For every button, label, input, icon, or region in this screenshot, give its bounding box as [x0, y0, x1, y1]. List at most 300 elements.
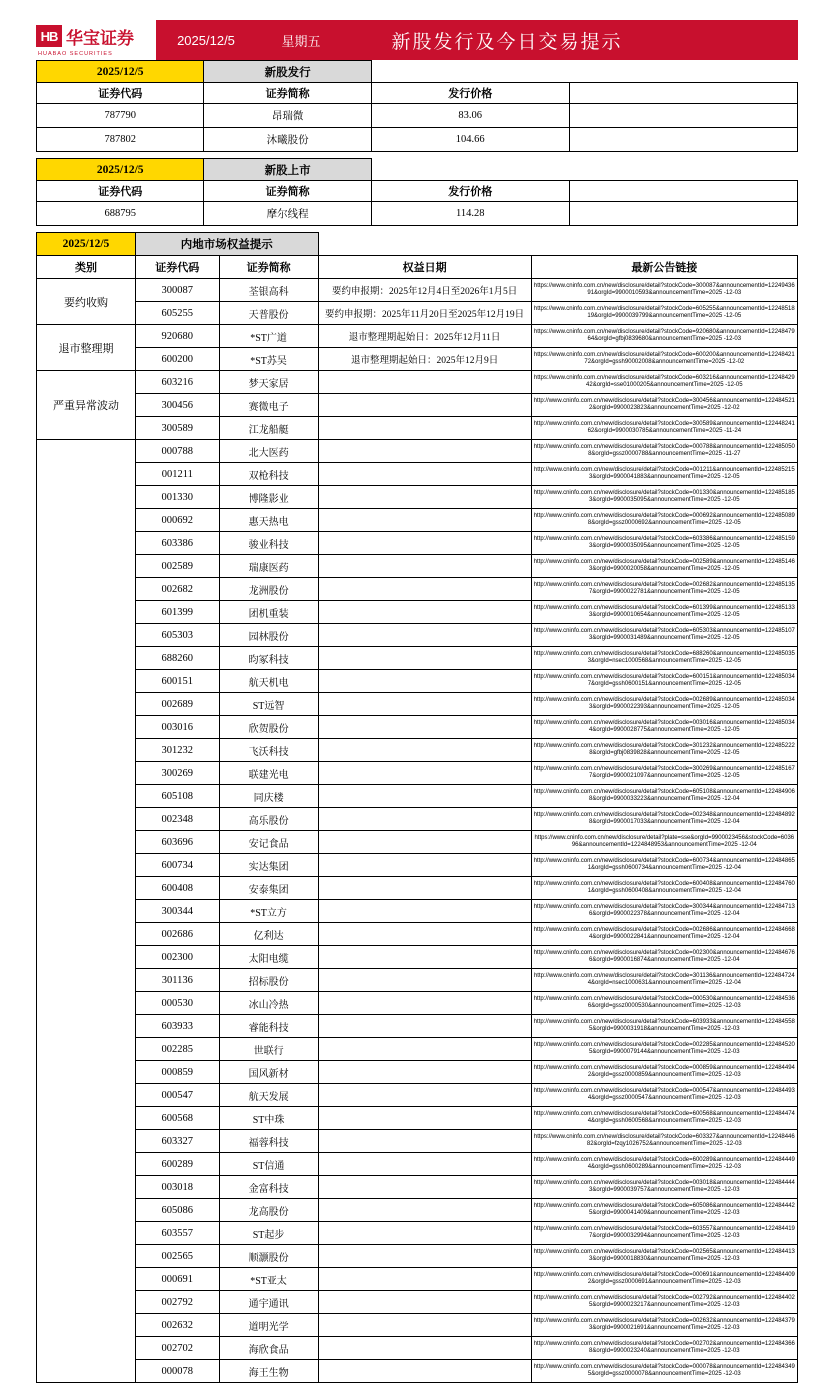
security-name-cell: 太阳电缆	[219, 946, 318, 969]
section-column-header: 发行价格	[371, 181, 569, 202]
equity-date-cell	[318, 624, 531, 647]
equity-date-cell	[318, 808, 531, 831]
security-name-cell: *ST苏吴	[219, 348, 318, 371]
section-band-spacer	[569, 159, 797, 181]
table-cell	[569, 202, 797, 226]
security-code-cell: 600408	[135, 877, 219, 900]
table-row	[37, 440, 798, 463]
equity-date-cell	[318, 463, 531, 486]
equity-table	[36, 232, 798, 1383]
announcement-link-cell[interactable]: http://www.cninfo.com.cn/new/disclosure/detail?stockCode=002589&announcementId=1224851463&orgId=9900020058&announcementTime=2025 -12-05	[531, 555, 797, 578]
table-row	[37, 647, 798, 670]
announcement-link-cell[interactable]: http://www.cninfo.com.cn/new/disclosure/detail?stockCode=301232&announcementId=1224852228&orgId=gfbj0839828&announcementTime=2025 -12-05	[531, 739, 797, 762]
section-column-header: 证券简称	[204, 83, 371, 104]
announcement-link-cell[interactable]: http://www.cninfo.com.cn/new/disclosure/detail?stockCode=001211&announcementId=1224852153&orgId=9900041883&announcementTime=2025 -12-05	[531, 463, 797, 486]
security-name-cell: 双枪科技	[219, 463, 318, 486]
table-row	[37, 1291, 798, 1314]
security-name-cell: 道明光学	[219, 1314, 318, 1337]
section-band-spacer	[371, 159, 569, 181]
security-code-cell: 000692	[135, 509, 219, 532]
announcement-link-cell[interactable]: http://www.cninfo.com.cn/new/disclosure/detail?stockCode=000692&announcementId=1224850898&orgId=gssz0000692&announcementTime=2025 -12-05	[531, 509, 797, 532]
announcement-link-cell[interactable]: http://www.cninfo.com.cn/new/disclosure/detail?stockCode=002702&announcementId=1224843668&orgId=9900023240&announcementTime=2025 -12-03	[531, 1337, 797, 1360]
equity-date-cell	[318, 1038, 531, 1061]
section-header-row	[37, 181, 798, 202]
security-name-cell: 安泰集团	[219, 877, 318, 900]
security-code-cell: 605303	[135, 624, 219, 647]
header-bar	[156, 20, 798, 60]
table-row	[37, 1015, 798, 1038]
security-name-cell: 招标股份	[219, 969, 318, 992]
equity-date-cell	[318, 555, 531, 578]
announcement-link-cell[interactable]: http://www.cninfo.com.cn/new/disclosure/detail?stockCode=002285&announcementId=1224845205&orgId=9900079144&announcementTime=2025 -12-03	[531, 1038, 797, 1061]
announcement-link-cell[interactable]: https://www.cninfo.com.cn/new/disclosure/detail?plate=sse&orgId=9900023456&stockCode=603696&announcementId=1224848953&announcementTime=2025 -12-04	[531, 831, 797, 854]
security-name-cell: 天普股份	[219, 302, 318, 325]
security-code-cell: 300344	[135, 900, 219, 923]
announcement-link-cell[interactable]: http://www.cninfo.com.cn/new/disclosure/detail?stockCode=605303&announcementId=1224851073&orgId=9900031489&announcementTime=2025 -12-05	[531, 624, 797, 647]
page-header	[36, 20, 798, 60]
security-code-cell: 603696	[135, 831, 219, 854]
security-code-cell: 002632	[135, 1314, 219, 1337]
announcement-link-cell[interactable]: http://www.cninfo.com.cn/new/disclosure/detail?stockCode=601399&announcementId=1224851333&orgId=9900010654&announcementTime=2025 -12-05	[531, 601, 797, 624]
section-band-spacer	[569, 61, 797, 83]
category-cell	[37, 440, 136, 1383]
security-name-cell: 航天机电	[219, 670, 318, 693]
table-row	[37, 693, 798, 716]
announcement-link-cell[interactable]: http://www.cninfo.com.cn/new/disclosure/detail?stockCode=002565&announcementId=1224844133&orgId=9900018830&announcementTime=2025 -12-03	[531, 1245, 797, 1268]
table-row	[37, 877, 798, 900]
security-name-cell: ST起步	[219, 1222, 318, 1245]
security-name-cell: 实达集团	[219, 854, 318, 877]
security-name-cell: 赛微电子	[219, 394, 318, 417]
table-row	[37, 854, 798, 877]
equity-date-cell	[318, 693, 531, 716]
main-header-row	[37, 256, 798, 279]
equity-date-cell	[318, 762, 531, 785]
security-name-cell: 骏业科技	[219, 532, 318, 555]
equity-date-cell	[318, 877, 531, 900]
announcement-link-cell[interactable]: https://www.cninfo.com.cn/new/disclosure/detail?stockCode=603216&announcementId=1224842942&orgId=sse01000205&announcementTime=2025 -12-05	[531, 371, 797, 394]
table-row	[37, 762, 798, 785]
section-column-header	[569, 181, 797, 202]
security-name-cell: 顺灏股份	[219, 1245, 318, 1268]
table-row	[37, 509, 798, 532]
section-label: 新股发行	[204, 61, 371, 83]
security-code-cell: 300456	[135, 394, 219, 417]
table-row	[37, 624, 798, 647]
equity-date-cell	[318, 831, 531, 854]
announcement-link-cell[interactable]: http://www.cninfo.com.cn/new/disclosure/detail?stockCode=003016&announcementId=1224850344&orgId=9900028775&announcementTime=2025 -12-05	[531, 716, 797, 739]
security-name-cell: 龙高股份	[219, 1199, 318, 1222]
table-cell: 114.28	[371, 202, 569, 226]
table-row	[37, 739, 798, 762]
equity-date-cell	[318, 670, 531, 693]
table-row	[37, 348, 798, 371]
category-cell: 退市整理期	[37, 325, 136, 371]
announcement-link-cell[interactable]: http://www.cninfo.com.cn/new/disclosure/detail?stockCode=002300&announcementId=1224846766&orgId=9900016874&announcementTime=2025 -12-04	[531, 946, 797, 969]
security-name-cell: 联建光电	[219, 762, 318, 785]
table-row	[37, 486, 798, 509]
security-name-cell: *ST立方	[219, 900, 318, 923]
security-name-cell: 惠天热电	[219, 509, 318, 532]
table-row	[37, 900, 798, 923]
equity-date-cell	[318, 509, 531, 532]
announcement-link-cell[interactable]: http://www.cninfo.com.cn/new/disclosure/detail?stockCode=001330&announcementId=1224851853&orgId=9900035095&announcementTime=2025 -12-05	[531, 486, 797, 509]
announcement-link-cell[interactable]: http://www.cninfo.com.cn/new/disclosure/detail?stockCode=002632&announcementId=1224843793&orgId=9900021691&announcementTime=2025 -12-03	[531, 1314, 797, 1337]
security-code-cell: 002285	[135, 1038, 219, 1061]
security-name-cell: 国风新材	[219, 1061, 318, 1084]
announcement-link-cell[interactable]: http://www.cninfo.com.cn/new/disclosure/detail?stockCode=605086&announcementId=1224844425&orgId=9900041409&announcementTime=2025 -12-03	[531, 1199, 797, 1222]
security-code-cell: 603216	[135, 371, 219, 394]
security-code-cell: 600200	[135, 348, 219, 371]
table-row	[37, 1360, 798, 1383]
security-name-cell: 金富科技	[219, 1176, 318, 1199]
security-name-cell: 同庆楼	[219, 785, 318, 808]
security-code-cell: 301232	[135, 739, 219, 762]
equity-date-cell	[318, 946, 531, 969]
security-name-cell: 荃银高科	[219, 279, 318, 302]
table-row	[37, 279, 798, 302]
announcement-link-cell[interactable]: http://www.cninfo.com.cn/new/disclosure/detail?stockCode=002792&announcementId=1224844025&orgId=9900023217&announcementTime=2025 -12-03	[531, 1291, 797, 1314]
table-row	[37, 1245, 798, 1268]
security-code-cell: 001211	[135, 463, 219, 486]
table-row	[37, 1084, 798, 1107]
table-cell: 昂瑞微	[204, 104, 371, 128]
table-row	[37, 463, 798, 486]
main-band-spacer	[531, 233, 797, 256]
announcement-link-cell[interactable]: http://www.cninfo.com.cn/new/disclosure/detail?stockCode=603933&announcementId=1224845585&orgId=9900031918&announcementTime=2025 -12-03	[531, 1015, 797, 1038]
security-code-cell: 603933	[135, 1015, 219, 1038]
security-code-cell: 603327	[135, 1130, 219, 1153]
section-column-header: 证券简称	[204, 181, 371, 202]
security-name-cell: 龙洲股份	[219, 578, 318, 601]
security-name-cell: 海欣食品	[219, 1337, 318, 1360]
main-band-spacer	[318, 233, 531, 256]
announcement-link-cell[interactable]: https://www.cninfo.com.cn/new/disclosure/detail?stockCode=603327&announcementId=1224844682&orgId=fzqy1026752&announcementTime=2025 -12-03	[531, 1130, 797, 1153]
equity-date-cell	[318, 716, 531, 739]
table-row	[37, 104, 798, 128]
announcement-link-cell[interactable]: http://www.cninfo.com.cn/new/disclosure/detail?stockCode=000691&announcementId=1224844092&orgId=gssz0000691&announcementTime=2025 -12-03	[531, 1268, 797, 1291]
equity-date-cell	[318, 900, 531, 923]
announcement-link-cell[interactable]: http://www.cninfo.com.cn/new/disclosure/detail?stockCode=600289&announcementId=1224844494&orgId=gssh0600289&announcementTime=2025 -12-03	[531, 1153, 797, 1176]
table-row	[37, 1130, 798, 1153]
announcement-link-cell[interactable]: http://www.cninfo.com.cn/new/disclosure/detail?stockCode=300269&announcementId=1224851677&orgId=9900021097&announcementTime=2025 -12-05	[531, 762, 797, 785]
tables-container	[36, 60, 798, 1383]
security-name-cell: 高乐股份	[219, 808, 318, 831]
header-date: 2025/12/5	[177, 32, 235, 48]
announcement-link-cell[interactable]: https://www.cninfo.com.cn/new/disclosure/detail?stockCode=920680&announcementId=1224847964&orgId=gfbj0839680&announcementTime=2025 -12-03	[531, 325, 797, 348]
security-name-cell: 安记食品	[219, 831, 318, 854]
equity-date-cell	[318, 1245, 531, 1268]
announcement-link-cell[interactable]: http://www.cninfo.com.cn/new/disclosure/detail?stockCode=603557&announcementId=1224844197&orgId=9900032994&announcementTime=2025 -12-03	[531, 1222, 797, 1245]
security-code-cell: 605108	[135, 785, 219, 808]
brand-logo-row	[36, 24, 134, 49]
section-label: 新股上市	[204, 159, 371, 181]
security-code-cell: 688260	[135, 647, 219, 670]
table-row	[37, 923, 798, 946]
security-code-cell: 000547	[135, 1084, 219, 1107]
section-column-header: 证券代码	[37, 83, 204, 104]
equity-date-cell	[318, 371, 531, 394]
security-name-cell: 博隆影业	[219, 486, 318, 509]
table-row	[37, 601, 798, 624]
table-row	[37, 1199, 798, 1222]
equity-date-cell	[318, 647, 531, 670]
equity-date-cell	[318, 1061, 531, 1084]
security-code-cell: 001330	[135, 486, 219, 509]
security-code-cell: 002300	[135, 946, 219, 969]
announcement-link-cell[interactable]: https://www.cninfo.com.cn/new/disclosure/detail?stockCode=605255&announcementId=1224851819&orgId=9900039799&announcementTime=2025 -12-05	[531, 302, 797, 325]
security-name-cell: ST信通	[219, 1153, 318, 1176]
security-code-cell: 002348	[135, 808, 219, 831]
security-code-cell: 605255	[135, 302, 219, 325]
security-name-cell: 亿利达	[219, 923, 318, 946]
security-name-cell: 冰山冷热	[219, 992, 318, 1015]
security-code-cell: 601399	[135, 601, 219, 624]
security-code-cell: 600568	[135, 1107, 219, 1130]
announcement-link-cell[interactable]: http://www.cninfo.com.cn/new/disclosure/detail?stockCode=002686&announcementId=1224846684&orgId=9900022841&announcementTime=2025 -12-04	[531, 923, 797, 946]
security-name-cell: 园林股份	[219, 624, 318, 647]
security-name-cell: *ST亚太	[219, 1268, 318, 1291]
security-name-cell: 睿能科技	[219, 1015, 318, 1038]
security-code-cell: 300087	[135, 279, 219, 302]
section-table	[36, 158, 798, 226]
table-row	[37, 992, 798, 1015]
column-header: 类别	[37, 256, 136, 279]
announcement-link-cell[interactable]: http://www.cninfo.com.cn/new/disclosure/detail?stockCode=300589&announcementId=12244824162&orgId=9900030785&announcementTime=2025 -11-24	[531, 417, 797, 440]
equity-date-cell	[318, 1107, 531, 1130]
equity-date-cell	[318, 532, 531, 555]
security-code-cell: 000530	[135, 992, 219, 1015]
security-name-cell: 福蓉科技	[219, 1130, 318, 1153]
security-name-cell: 世联行	[219, 1038, 318, 1061]
equity-date-cell	[318, 854, 531, 877]
table-cell	[569, 104, 797, 128]
section-date: 2025/12/5	[37, 159, 204, 181]
column-header: 最新公告链接	[531, 256, 797, 279]
table-row	[37, 371, 798, 394]
security-name-cell: 飞沃科技	[219, 739, 318, 762]
section-band-spacer	[371, 61, 569, 83]
security-name-cell: *ST广道	[219, 325, 318, 348]
table-row	[37, 394, 798, 417]
equity-date-cell: 要约申报期：2025年12月4日至2026年1月5日	[318, 279, 531, 302]
security-name-cell: ST远智	[219, 693, 318, 716]
equity-date-cell	[318, 923, 531, 946]
table-row	[37, 785, 798, 808]
brand-mark-icon: HB	[36, 25, 62, 47]
section-header-row	[37, 83, 798, 104]
section-band-row	[37, 61, 798, 83]
security-name-cell: 瑞康医药	[219, 555, 318, 578]
announcement-link-cell[interactable]: http://www.cninfo.com.cn/new/disclosure/detail?stockCode=003018&announcementId=1224844443&orgId=9900039757&announcementTime=2025 -12-03	[531, 1176, 797, 1199]
table-cell: 787802	[37, 128, 204, 152]
security-code-cell: 603557	[135, 1222, 219, 1245]
header-title: 新股发行及今日交易提示	[391, 31, 623, 53]
security-name-cell: 江龙船艇	[219, 417, 318, 440]
security-name-cell: 海王生物	[219, 1360, 318, 1383]
announcement-link-cell[interactable]: http://www.cninfo.com.cn/new/disclosure/detail?stockCode=600734&announcementId=1224848651&orgId=gssh0600734&announcementTime=2025 -12-04	[531, 854, 797, 877]
equity-date-cell	[318, 1130, 531, 1153]
announcement-link-cell[interactable]: http://www.cninfo.com.cn/new/disclosure/detail?stockCode=000788&announcementId=1224850508&orgId=gssz0000788&announcementTime=2025 -11-27	[531, 440, 797, 463]
equity-date-cell	[318, 578, 531, 601]
security-code-cell: 002682	[135, 578, 219, 601]
announcement-link-cell[interactable]: https://www.cninfo.com.cn/new/disclosure/detail?stockCode=300087&announcementId=1224943691&orgId=9900010593&announcementTime=2025 -12-03	[531, 279, 797, 302]
table-cell: 83.06	[371, 104, 569, 128]
header-weekday: 星期五	[281, 33, 321, 49]
table-cell: 沐曦股份	[204, 128, 371, 152]
security-code-cell: 002792	[135, 1291, 219, 1314]
equity-date-cell	[318, 739, 531, 762]
table-row	[37, 1337, 798, 1360]
table-cell: 104.66	[371, 128, 569, 152]
security-name-cell: 北大医药	[219, 440, 318, 463]
table-cell	[569, 128, 797, 152]
security-code-cell: 003018	[135, 1176, 219, 1199]
security-code-cell: 600734	[135, 854, 219, 877]
security-code-cell: 002565	[135, 1245, 219, 1268]
security-name-cell: 昀冢科技	[219, 647, 318, 670]
security-code-cell: 000859	[135, 1061, 219, 1084]
security-code-cell: 600289	[135, 1153, 219, 1176]
table-row	[37, 969, 798, 992]
equity-date-cell	[318, 1084, 531, 1107]
page	[0, 20, 826, 1383]
table-row	[37, 1107, 798, 1130]
equity-date-cell	[318, 969, 531, 992]
announcement-link-cell[interactable]: http://www.cninfo.com.cn/new/disclosure/detail?stockCode=600568&announcementId=1224844744&orgId=gssh0600568&announcementTime=2025 -12-03	[531, 1107, 797, 1130]
security-code-cell: 300589	[135, 417, 219, 440]
table-row	[37, 670, 798, 693]
section-column-header: 证券代码	[37, 181, 204, 202]
security-code-cell: 002589	[135, 555, 219, 578]
security-code-cell: 603386	[135, 532, 219, 555]
table-row	[37, 716, 798, 739]
equity-date-cell: 退市整理期起始日：2025年12月11日	[318, 325, 531, 348]
brand-name: 华宝证券	[66, 28, 134, 48]
security-code-cell: 002702	[135, 1337, 219, 1360]
main-label: 内地市场权益提示	[135, 233, 318, 256]
table-cell: 摩尔线程	[204, 202, 371, 226]
security-code-cell: 300269	[135, 762, 219, 785]
announcement-link-cell[interactable]: http://www.cninfo.com.cn/new/disclosure/detail?stockCode=002348&announcementId=1224848928&orgId=9900017033&announcementTime=2025 -12-04	[531, 808, 797, 831]
announcement-link-cell[interactable]: http://www.cninfo.com.cn/new/disclosure/detail?stockCode=300456&announcementId=1224845212&orgId=9900023823&announcementTime=2025 -12-02	[531, 394, 797, 417]
column-header: 证券代码	[135, 256, 219, 279]
table-row	[37, 831, 798, 854]
equity-date-cell	[318, 1337, 531, 1360]
security-code-cell: 600151	[135, 670, 219, 693]
table-row	[37, 417, 798, 440]
equity-date-cell	[318, 1153, 531, 1176]
security-name-cell: 欣贺股份	[219, 716, 318, 739]
equity-date-cell	[318, 1360, 531, 1383]
equity-date-cell	[318, 1176, 531, 1199]
announcement-link-cell[interactable]: http://www.cninfo.com.cn/new/disclosure/detail?stockCode=600151&announcementId=1224850347&orgId=gssh0600151&announcementTime=2025 -12-05	[531, 670, 797, 693]
announcement-link-cell[interactable]: http://www.cninfo.com.cn/new/disclosure/detail?stockCode=688260&announcementId=1224850353&orgId=nsec1000568&announcementTime=2025 -12-05	[531, 647, 797, 670]
content-wrap	[36, 20, 798, 1383]
table-row	[37, 946, 798, 969]
table-row	[37, 1038, 798, 1061]
equity-date-cell: 退市整理期起始日：2025年12月9日	[318, 348, 531, 371]
table-row	[37, 532, 798, 555]
security-code-cell: 003016	[135, 716, 219, 739]
section-date: 2025/12/5	[37, 61, 204, 83]
announcement-link-cell[interactable]: http://www.cninfo.com.cn/new/disclosure/detail?stockCode=000859&announcementId=1224844942&orgId=gssz0000859&announcementTime=2025 -12-03	[531, 1061, 797, 1084]
brand-subtitle: HUABAO SECURITIES	[38, 50, 113, 57]
announcement-link-cell[interactable]: http://www.cninfo.com.cn/new/disclosure/detail?stockCode=605108&announcementId=1224849068&orgId=9900033223&announcementTime=2025 -12-04	[531, 785, 797, 808]
security-code-cell: 605086	[135, 1199, 219, 1222]
table-row	[37, 1222, 798, 1245]
announcement-link-cell[interactable]: http://www.cninfo.com.cn/new/disclosure/detail?stockCode=603386&announcementId=1224851593&orgId=9900035095&announcementTime=2025 -12-05	[531, 532, 797, 555]
category-cell: 要约收购	[37, 279, 136, 325]
equity-date-cell	[318, 1268, 531, 1291]
equity-date-cell	[318, 417, 531, 440]
table-row	[37, 555, 798, 578]
equity-date-cell	[318, 394, 531, 417]
equity-date-cell	[318, 1291, 531, 1314]
security-name-cell: 通宇通讯	[219, 1291, 318, 1314]
announcement-link-cell[interactable]: http://www.cninfo.com.cn/new/disclosure/detail?stockCode=002689&announcementId=1224850343&orgId=9900022393&announcementTime=2025 -12-05	[531, 693, 797, 716]
main-date: 2025/12/5	[37, 233, 136, 256]
announcement-link-cell[interactable]: http://www.cninfo.com.cn/new/disclosure/detail?stockCode=301136&announcementId=1224847244&orgId=nsec1000631&announcementTime=2025 -12-04	[531, 969, 797, 992]
security-code-cell: 002689	[135, 693, 219, 716]
security-code-cell: 000691	[135, 1268, 219, 1291]
table-row	[37, 578, 798, 601]
equity-date-cell	[318, 1015, 531, 1038]
section-column-header	[569, 83, 797, 104]
table-row	[37, 302, 798, 325]
category-cell: 严重异常波动	[37, 371, 136, 440]
security-code-cell: 920680	[135, 325, 219, 348]
equity-date-cell	[318, 785, 531, 808]
equity-date-cell	[318, 486, 531, 509]
security-name-cell: 梦天家居	[219, 371, 318, 394]
security-code-cell: 301136	[135, 969, 219, 992]
announcement-link-cell[interactable]: http://www.cninfo.com.cn/new/disclosure/detail?stockCode=000078&announcementId=1224843495&orgId=gssz0000078&announcementTime=2025 -12-03	[531, 1360, 797, 1383]
main-band-row	[37, 233, 798, 256]
brand-logo	[36, 20, 156, 60]
security-name-cell: 航天发展	[219, 1084, 318, 1107]
announcement-link-cell[interactable]: http://www.cninfo.com.cn/new/disclosure/detail?stockCode=000530&announcementId=1224845366&orgId=gssz0000530&announcementTime=2025 -12-03	[531, 992, 797, 1015]
equity-date-cell: 要约申报期：2025年11月20日至2025年12月19日	[318, 302, 531, 325]
table-row	[37, 1314, 798, 1337]
table-row	[37, 128, 798, 152]
section-band-row	[37, 159, 798, 181]
table-row	[37, 1268, 798, 1291]
section-table	[36, 60, 798, 152]
table-row	[37, 202, 798, 226]
section-column-header: 发行价格	[371, 83, 569, 104]
equity-date-cell	[318, 992, 531, 1015]
equity-date-cell	[318, 1199, 531, 1222]
equity-date-cell	[318, 1222, 531, 1245]
equity-date-cell	[318, 601, 531, 624]
column-header: 证券简称	[219, 256, 318, 279]
announcement-link-cell[interactable]: https://www.cninfo.com.cn/new/disclosure/detail?stockCode=600200&announcementId=1224842172&orgId=gssh90002008&announcementTime=2025 -12-02	[531, 348, 797, 371]
announcement-link-cell[interactable]: http://www.cninfo.com.cn/new/disclosure/detail?stockCode=600408&announcementId=1224847601&orgId=gssh0600408&announcementTime=2025 -12-04	[531, 877, 797, 900]
table-cell: 688795	[37, 202, 204, 226]
equity-date-cell	[318, 1314, 531, 1337]
table-row	[37, 1176, 798, 1199]
equity-date-cell	[318, 440, 531, 463]
table-cell: 787790	[37, 104, 204, 128]
announcement-link-cell[interactable]: http://www.cninfo.com.cn/new/disclosure/detail?stockCode=000547&announcementId=1224844934&orgId=gssz0000547&announcementTime=2025 -12-03	[531, 1084, 797, 1107]
announcement-link-cell[interactable]: http://www.cninfo.com.cn/new/disclosure/detail?stockCode=300344&announcementId=1224847136&orgId=9900022378&announcementTime=2025 -12-04	[531, 900, 797, 923]
table-row	[37, 1061, 798, 1084]
security-code-cell: 000078	[135, 1360, 219, 1383]
table-row	[37, 808, 798, 831]
announcement-link-cell[interactable]: http://www.cninfo.com.cn/new/disclosure/detail?stockCode=002682&announcementId=1224851357&orgId=9900022781&announcementTime=2025 -12-05	[531, 578, 797, 601]
table-row	[37, 325, 798, 348]
